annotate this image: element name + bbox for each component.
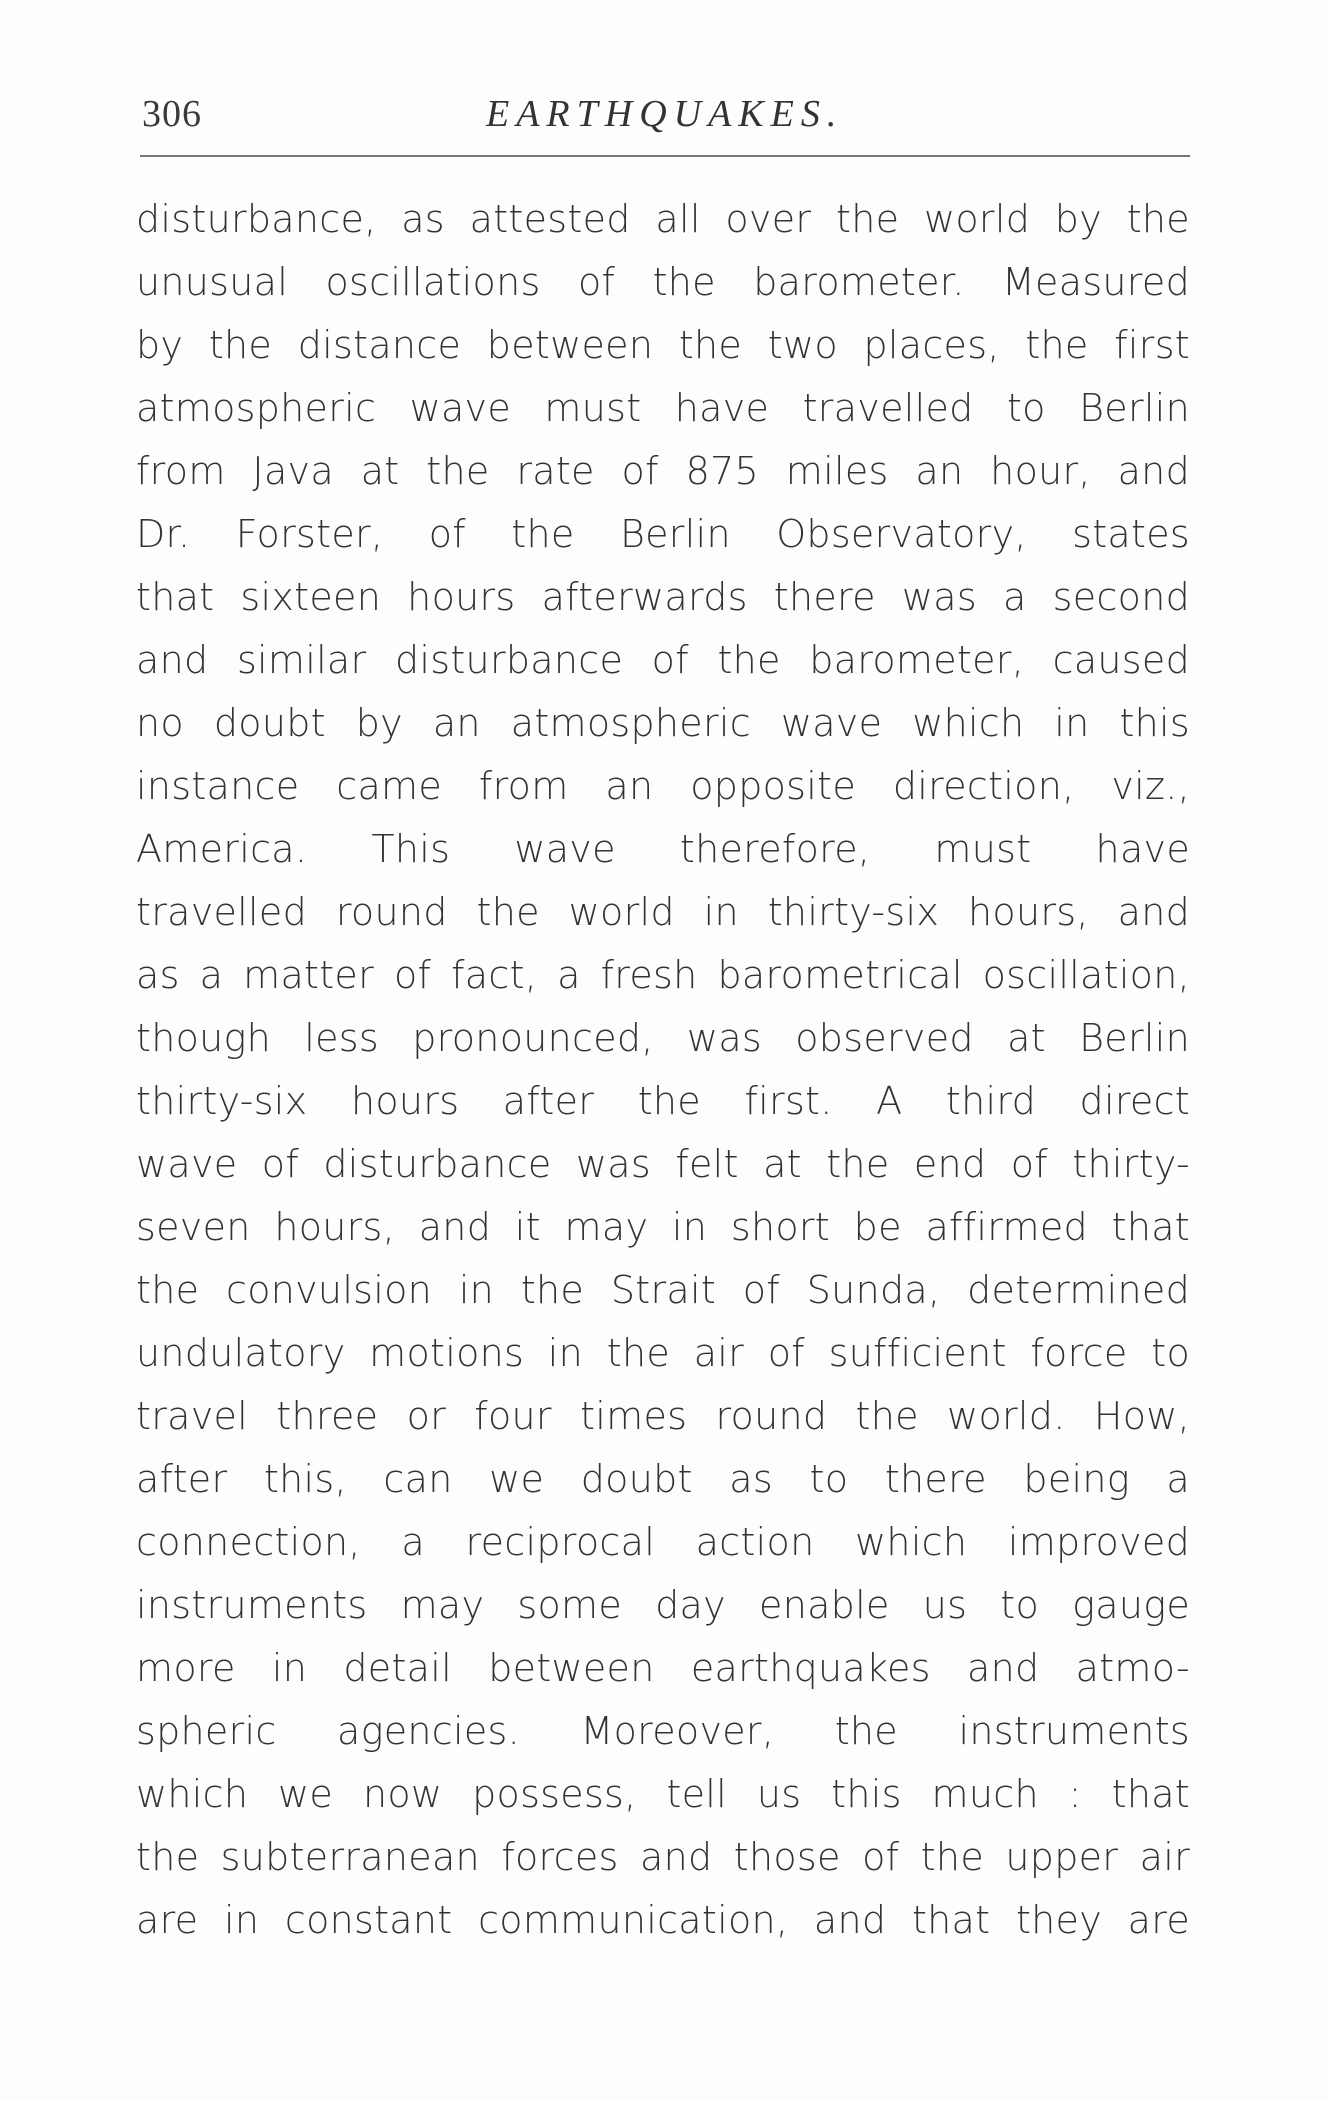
running-title: EARTHQUAKES.	[486, 93, 844, 135]
running-head	[136, 84, 1192, 144]
text-line: that sixteen hours afterwards there was a second	[136, 575, 1190, 619]
body-text	[136, 188, 1190, 1952]
text-line: the subterranean forces and those of the upper air	[136, 1835, 1190, 1879]
page-number: 306	[142, 93, 202, 135]
text-line: after this, can we doubt as to there being a	[136, 1457, 1190, 1501]
text-line: no doubt by an atmospheric wave which in this	[136, 701, 1190, 745]
text-line: travel three or four times round the world. How,	[136, 1394, 1190, 1438]
text-line: the convulsion in the Strait of Sunda, determined	[136, 1268, 1190, 1312]
text-line: unusual oscillations of the barometer. Measured	[136, 260, 1190, 304]
text-line: from Java at the rate of 875 miles an hour, and	[136, 449, 1190, 493]
text-line: disturbance, as attested all over the world by the	[136, 197, 1190, 241]
text-line: atmospheric wave must have travelled to Berlin	[136, 386, 1190, 430]
text-line: instruments may some day enable us to gauge	[136, 1583, 1190, 1627]
text-line: seven hours, and it may in short be affirmed that	[136, 1205, 1190, 1249]
text-line: are in constant communication, and that they are	[136, 1898, 1190, 1942]
text-line: as a matter of fact, a fresh barometrical oscillation,	[136, 953, 1190, 997]
text-line: connection, a reciprocal action which improved	[136, 1520, 1190, 1564]
text-line: instance came from an opposite direction, viz.,	[136, 764, 1190, 808]
text-line: Dr. Forster, of the Berlin Observatory, states	[136, 512, 1190, 556]
text-line: though less pronounced, was observed at Berlin	[136, 1016, 1190, 1060]
text-line: America. This wave therefore, must have	[136, 827, 1190, 871]
text-line: by the distance between the two places, the first	[136, 323, 1190, 367]
text-line: which we now possess, tell us this much : that	[136, 1772, 1190, 1816]
text-line: undulatory motions in the air of sufficient force to	[136, 1331, 1190, 1375]
header-rule	[140, 155, 1190, 157]
text-line: wave of disturbance was felt at the end of thirty-	[136, 1142, 1190, 1186]
text-line: travelled round the world in thirty-six hours, and	[136, 890, 1190, 934]
text-line: more in detail between earthquakes and atmo-	[136, 1646, 1190, 1690]
text-line: and similar disturbance of the barometer, caused	[136, 638, 1190, 682]
text-line: spheric agencies. Moreover, the instruments	[136, 1709, 1190, 1753]
text-line: thirty-six hours after the first. A third direct	[136, 1079, 1190, 1123]
